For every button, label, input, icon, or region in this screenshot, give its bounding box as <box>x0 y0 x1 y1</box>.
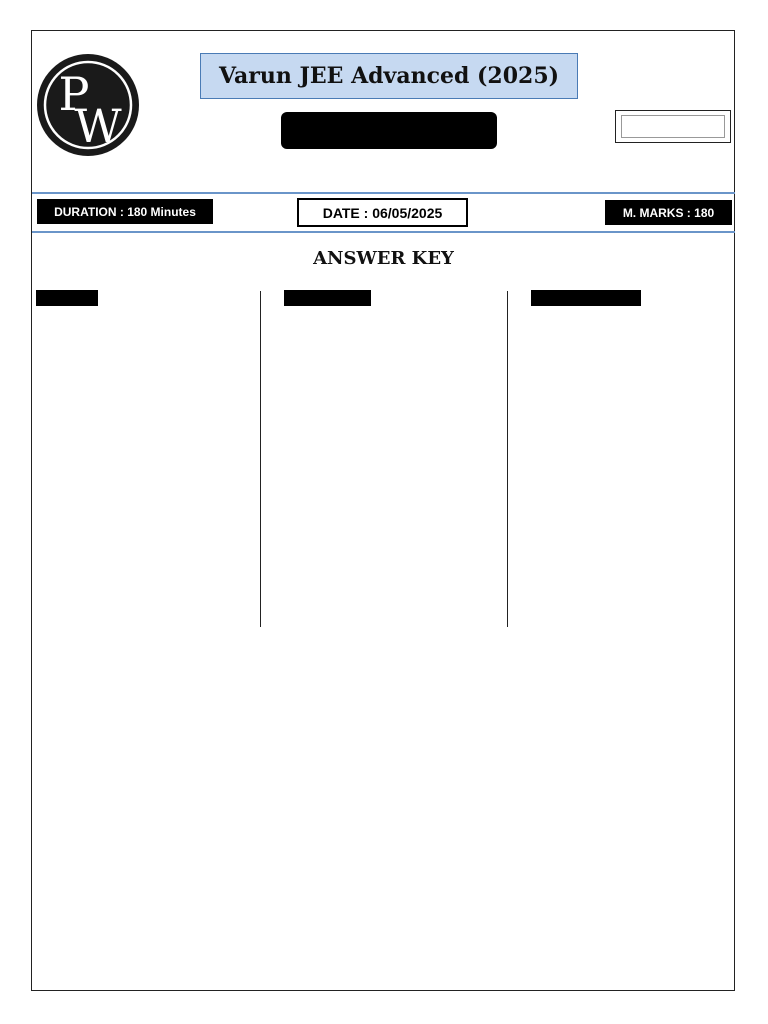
answer-key-title: ANSWER KEY <box>313 248 454 269</box>
exam-title: Varun JEE Advanced (2025) <box>200 53 578 99</box>
duration-badge: DURATION : 180 Minutes <box>37 199 213 224</box>
date-badge: DATE : 06/05/2025 <box>297 198 468 227</box>
redacted-column-heading-2 <box>284 290 371 306</box>
empty-box <box>615 110 731 143</box>
page-frame <box>31 30 735 991</box>
logo-letter-w: W <box>74 99 122 153</box>
max-marks-badge: M. MARKS : 180 <box>605 200 732 225</box>
logo-letter-p: P <box>58 67 90 121</box>
column-divider-1 <box>260 291 261 627</box>
pw-logo <box>36 50 140 162</box>
column-divider-2 <box>507 291 508 627</box>
redacted-column-heading-3 <box>531 290 641 306</box>
empty-box-inner <box>621 115 725 138</box>
redacted-column-heading-1 <box>36 290 98 306</box>
redacted-subtitle <box>281 112 497 149</box>
